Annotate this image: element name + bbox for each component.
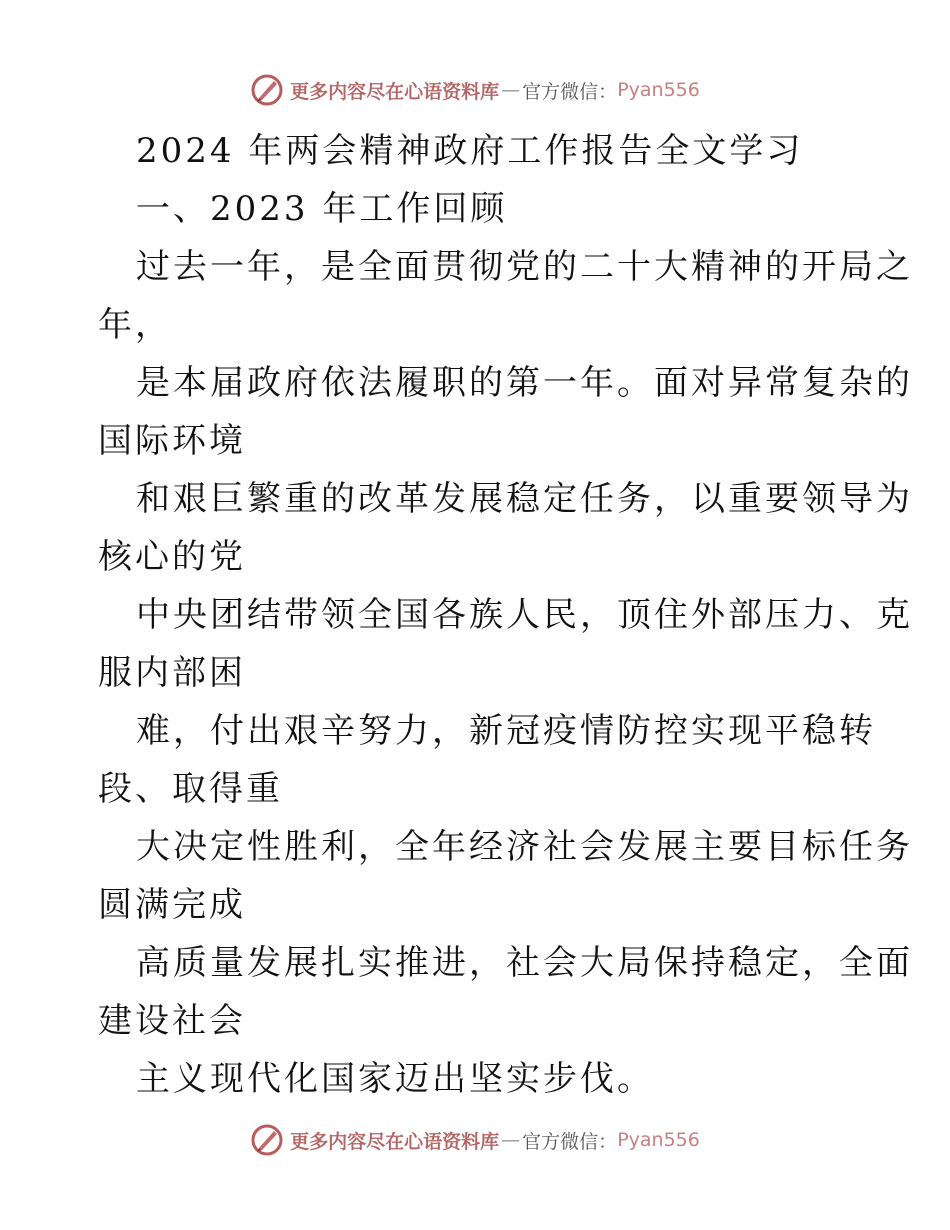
watermark-wechat-id: Pyan556 [617, 1129, 700, 1151]
watermark-main-text: 更多内容尽在心语资料库 [290, 1130, 500, 1153]
section-heading: 一、2023 年工作回顾 [136, 189, 508, 229]
header-watermark [0, 70, 950, 110]
paragraph-line: 建设社会 [98, 1001, 246, 1041]
document-body [98, 122, 913, 1108]
watermark-sub-text: 官方微信： [522, 1130, 618, 1153]
paragraph-line: 过去一年，是全面贯彻党的二十大精神的开局之 [136, 247, 913, 287]
paragraph-line: 圆满完成 [98, 885, 246, 925]
paragraph-line: 国际环境 [98, 421, 246, 461]
paragraph-line: 大决定性胜利，全年经济社会发展主要目标任务 [136, 827, 913, 867]
paragraph-line: 和艰巨繁重的改革发展稳定任务，以重要领导为 [136, 479, 913, 519]
paragraph-line: 核心的党 [98, 537, 246, 577]
paragraph-line: 年， [98, 305, 172, 345]
paragraph-line: 是本届政府依法履职的第一年。面对异常复杂的 [136, 363, 913, 403]
watermark-dash: — [501, 79, 521, 101]
watermark-main-text: 更多内容尽在心语资料库 [290, 80, 500, 103]
paragraph-line: 中央团结带领全国各族人民，顶住外部压力、克 [136, 595, 913, 635]
paragraph-line: 段、取得重 [98, 769, 283, 809]
pen-logo-icon [250, 1123, 284, 1157]
footer-watermark [0, 1120, 950, 1160]
paragraph-line: 高质量发展扎实推进，社会大局保持稳定，全面 [136, 943, 913, 983]
paragraph-line: 主义现代化国家迈出坚实步伐。 [136, 1059, 654, 1099]
paragraph-line: 难，付出艰辛努力，新冠疫情防控实现平稳转 [136, 711, 876, 751]
pen-logo-icon [250, 73, 284, 107]
watermark-dash: — [501, 1129, 521, 1151]
watermark-sub-text: 官方微信： [522, 80, 618, 103]
watermark-wechat-id: Pyan556 [617, 79, 700, 101]
paragraph-line: 服内部困 [98, 653, 246, 693]
document-title: 2024 年两会精神政府工作报告全文学习 [136, 131, 804, 171]
